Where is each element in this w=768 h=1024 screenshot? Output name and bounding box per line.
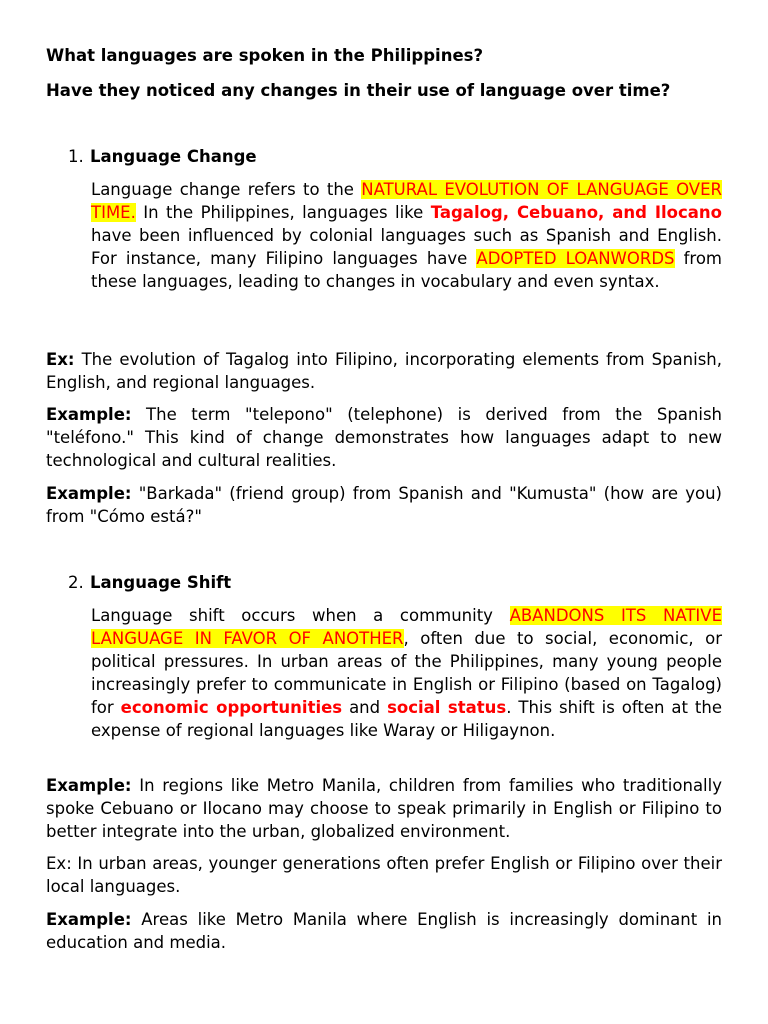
example-label: Example: — [46, 776, 132, 795]
text-run: from these languages, leading to changes in vocabulary and even syntax. — [91, 249, 722, 291]
emphasized-phrase: Tagalog, Cebuano, and Ilocano — [430, 203, 722, 222]
text-run: and — [342, 698, 388, 717]
section-heading-language-change — [68, 145, 257, 168]
example-paragraph — [46, 403, 722, 472]
example-paragraph — [46, 908, 722, 954]
example-label: Ex: — [46, 350, 75, 369]
text-run: . This shift is often at the expense of regional languages like Waray or Hiligaynon. — [91, 698, 722, 740]
emphasized-phrase: social status — [387, 698, 507, 717]
question-languages: What languages are spoken in the Philippines? — [46, 46, 484, 65]
example-label: Example: — [46, 405, 132, 424]
example-paragraph — [46, 852, 722, 898]
text-run: have been influenced by colonial languages such as Spanish and English. For instance, many Filipino languages have — [91, 226, 722, 268]
question-changes: Have they noticed any changes in their use of language over time? — [46, 81, 671, 100]
example-paragraph — [46, 774, 722, 843]
example-text: In regions like Metro Manila, children from families who traditionally spoke Cebuano or Ilocano may choose to speak primarily in English or Filipino to better integrate into the urban, globalized environment. — [46, 776, 722, 841]
example-label: Example: — [46, 484, 132, 503]
emphasized-phrase: economic opportunities — [120, 698, 343, 717]
section-title: Language Shift — [90, 573, 232, 592]
text-run: Language change refers to the — [91, 180, 362, 199]
example-text: The evolution of Tagalog into Filipino, incorporating elements from Spanish, English, and regional languages. — [46, 350, 722, 392]
section-number: 2. — [68, 573, 84, 592]
highlighted-phrase: NATURAL EVOLUTION OF LANGUAGE OVER TIME. — [91, 180, 722, 222]
language-change-definition — [91, 178, 722, 293]
example-text: "Barkada" (friend group) from Spanish and "Kumusta" (how are you) from "Cómo está?" — [46, 484, 722, 526]
text-run: , often due to social, economic, or political pressures. In urban areas of the Philippines, many young people increasingly prefer to communicate in English or Filipino (based on Tagalog) for — [91, 629, 722, 717]
text-run: Language shift occurs when a community — [91, 606, 510, 625]
section-title: Language Change — [90, 147, 257, 166]
text-run: In the Philippines, languages like — [135, 203, 431, 222]
highlighted-phrase: ABANDONS ITS NATIVE LANGUAGE IN FAVOR OF ANOTHER — [91, 606, 722, 648]
example-paragraph — [46, 482, 722, 528]
example-text: Ex: In urban areas, younger generations often prefer English or Filipino over their local languages. — [46, 854, 722, 896]
example-paragraph — [46, 348, 722, 394]
example-text: Areas like Metro Manila where English is increasingly dominant in education and media. — [46, 910, 722, 952]
example-label: Example: — [46, 910, 132, 929]
highlighted-phrase: ADOPTED LOANWORDS — [476, 249, 675, 268]
language-shift-definition — [91, 604, 722, 742]
section-heading-language-shift — [68, 571, 231, 594]
section-number: 1. — [68, 147, 84, 166]
example-text: The term "telepono" (telephone) is derived from the Spanish "teléfono." This kind of change demonstrates how languages adapt to new technological and cultural realities. — [46, 405, 722, 470]
